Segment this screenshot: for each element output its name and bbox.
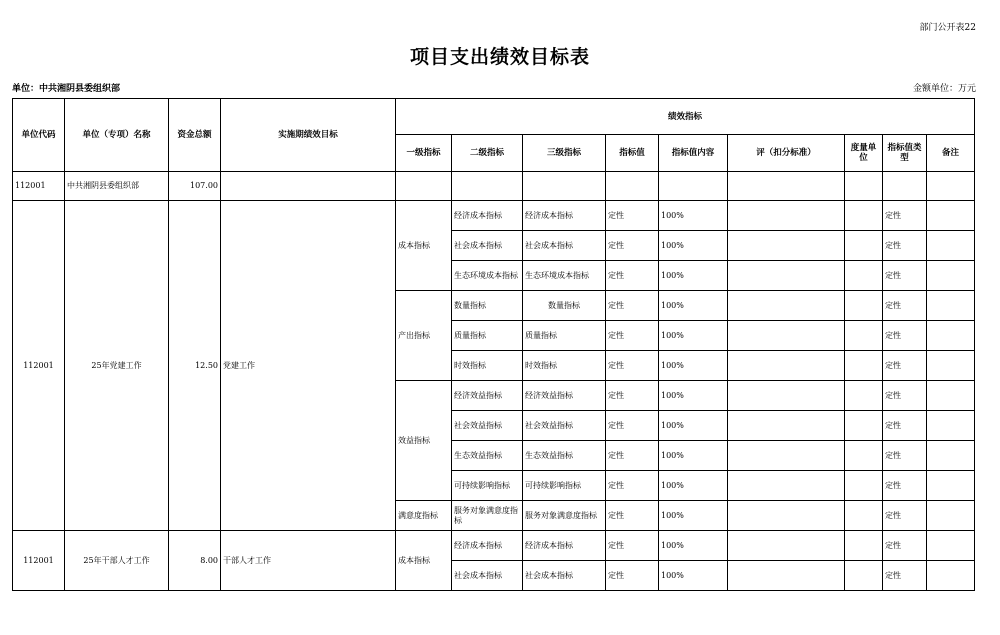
level1-indicator: 成本指标: [396, 531, 452, 591]
level3-indicator: 时效指标: [523, 351, 606, 381]
measure-unit: [845, 471, 883, 501]
level3-indicator: 经济效益指标: [523, 381, 606, 411]
indicator-type: 定性: [883, 261, 927, 291]
level3-indicator: 服务对象满意度指标: [523, 501, 606, 531]
table-number-label: 部门公开表22: [919, 23, 976, 33]
level3-indicator: 可持续影响指标: [523, 471, 606, 501]
remark: [927, 471, 975, 501]
level3-indicator: 生态效益指标: [523, 441, 606, 471]
level2-indicator: 社会成本指标: [452, 231, 523, 261]
level2-indicator: 社会效益指标: [452, 411, 523, 441]
indicator-value: 定性: [606, 201, 659, 231]
org-name: 中共湘阴县委组织部: [65, 172, 169, 201]
org-row: [13, 172, 975, 201]
header-level2: 二级指标: [452, 135, 523, 172]
indicator-value: 定性: [606, 321, 659, 351]
remark: [927, 201, 975, 231]
indicator-type: 定性: [883, 441, 927, 471]
measure-unit: [845, 381, 883, 411]
indicator-value: 定性: [606, 531, 659, 561]
remark: [927, 411, 975, 441]
score-standard: [728, 261, 845, 291]
indicator-content: 100%: [659, 231, 728, 261]
measure-unit: [845, 261, 883, 291]
indicator-type: 定性: [883, 321, 927, 351]
measure-unit: [845, 441, 883, 471]
measure-unit: [845, 231, 883, 261]
score-standard: [728, 231, 845, 261]
indicator-content: 100%: [659, 381, 728, 411]
score-standard: [728, 201, 845, 231]
org-total: 107.00: [169, 172, 221, 201]
score-standard: [728, 441, 845, 471]
header-value: 指标值: [606, 135, 659, 172]
remark: [927, 441, 975, 471]
header-performance: 绩效指标: [396, 99, 975, 135]
score-standard: [728, 381, 845, 411]
indicator-content: 100%: [659, 501, 728, 531]
indicator-type: 定性: [883, 201, 927, 231]
remark: [927, 261, 975, 291]
header-name: 单位（专项）名称: [65, 99, 169, 172]
indicator-value: 定性: [606, 381, 659, 411]
indicator-value: 定性: [606, 471, 659, 501]
level1-indicator: 产出指标: [396, 291, 452, 381]
indicator-content: 100%: [659, 441, 728, 471]
header-note: 备注: [927, 135, 975, 172]
page-title: 项目支出绩效目标表: [409, 46, 590, 68]
unit-label: 单位：中共湘阴县委组织部: [12, 84, 121, 94]
measure-unit: [845, 321, 883, 351]
score-standard: [728, 411, 845, 441]
measure-unit: [845, 561, 883, 591]
table-row: [13, 201, 975, 231]
level3-indicator: 社会成本指标: [523, 231, 606, 261]
indicator-value: 定性: [606, 261, 659, 291]
score-standard: [728, 351, 845, 381]
indicator-type: 定性: [883, 561, 927, 591]
remark: [927, 531, 975, 561]
measure-unit: [845, 291, 883, 321]
level3-indicator: 经济成本指标: [523, 531, 606, 561]
remark: [927, 561, 975, 591]
level2-indicator: 经济效益指标: [452, 381, 523, 411]
level3-indicator: 质量指标: [523, 321, 606, 351]
level2-indicator: 社会成本指标: [452, 561, 523, 591]
indicator-content: 100%: [659, 561, 728, 591]
project-goal: 党建工作: [221, 201, 396, 531]
measure-unit: [845, 411, 883, 441]
measure-unit: [845, 531, 883, 561]
header-score: 评（扣分标准）: [728, 135, 845, 172]
indicator-type: 定性: [883, 231, 927, 261]
indicator-value: 定性: [606, 501, 659, 531]
measure-unit: [845, 501, 883, 531]
header-code: 单位代码: [13, 99, 65, 172]
remark: [927, 501, 975, 531]
level3-indicator: 数量指标: [523, 291, 606, 321]
project-code: 112001: [13, 201, 65, 531]
indicator-content: 100%: [659, 351, 728, 381]
header-level1: 一级指标: [396, 135, 452, 172]
remark: [927, 351, 975, 381]
score-standard: [728, 321, 845, 351]
org-code: 112001: [13, 172, 65, 201]
indicator-type: 定性: [883, 531, 927, 561]
score-standard: [728, 291, 845, 321]
level2-indicator: 数量指标: [452, 291, 523, 321]
level1-indicator: 效益指标: [396, 381, 452, 501]
project-name: 25年党建工作: [65, 201, 169, 531]
level1-indicator: 满意度指标: [396, 501, 452, 531]
indicator-type: 定性: [883, 381, 927, 411]
indicator-content: 100%: [659, 321, 728, 351]
measure-unit: [845, 201, 883, 231]
level2-indicator: 生态效益指标: [452, 441, 523, 471]
indicator-value: 定性: [606, 561, 659, 591]
level3-indicator: 生态环境成本指标: [523, 261, 606, 291]
indicator-value: 定性: [606, 291, 659, 321]
indicator-type: 定性: [883, 351, 927, 381]
level2-indicator: 经济成本指标: [452, 201, 523, 231]
level2-indicator: 可持续影响指标: [452, 471, 523, 501]
header-type: 指标值类型: [883, 135, 927, 172]
indicator-content: 100%: [659, 201, 728, 231]
header-goal: 实施期绩效目标: [221, 99, 396, 172]
remark: [927, 321, 975, 351]
remark: [927, 291, 975, 321]
indicator-type: 定性: [883, 291, 927, 321]
level1-indicator: 成本指标: [396, 201, 452, 291]
indicator-value: 定性: [606, 351, 659, 381]
score-standard: [728, 501, 845, 531]
indicator-value: 定性: [606, 411, 659, 441]
indicator-type: 定性: [883, 411, 927, 441]
indicator-content: 100%: [659, 531, 728, 561]
level2-indicator: 经济成本指标: [452, 531, 523, 561]
project-name: 25年干部人才工作: [65, 531, 169, 591]
indicator-value: 定性: [606, 231, 659, 261]
header-total: 资金总额: [169, 99, 221, 172]
indicator-value: 定性: [606, 441, 659, 471]
level3-indicator: 社会成本指标: [523, 561, 606, 591]
table-row: [13, 531, 975, 561]
remark: [927, 231, 975, 261]
level2-indicator: 服务对象满意度指标: [452, 501, 523, 531]
performance-table: [12, 98, 975, 591]
level3-indicator: 社会效益指标: [523, 411, 606, 441]
remark: [927, 381, 975, 411]
header-content: 指标值内容: [659, 135, 728, 172]
project-total: 12.50: [169, 201, 221, 531]
level2-indicator: 质量指标: [452, 321, 523, 351]
project-total: 8.00: [169, 531, 221, 591]
header-measure: 度量单位: [845, 135, 883, 172]
indicator-content: 100%: [659, 291, 728, 321]
header-level3: 三级指标: [523, 135, 606, 172]
indicator-content: 100%: [659, 411, 728, 441]
project-goal: 干部人才工作: [221, 531, 396, 591]
measure-unit: [845, 351, 883, 381]
level2-indicator: 时效指标: [452, 351, 523, 381]
score-standard: [728, 561, 845, 591]
project-code: 112001: [13, 531, 65, 591]
level3-indicator: 经济成本指标: [523, 201, 606, 231]
score-standard: [728, 471, 845, 501]
indicator-content: 100%: [659, 471, 728, 501]
money-unit-label: 金额单位：万元: [912, 84, 976, 94]
score-standard: [728, 531, 845, 561]
indicator-type: 定性: [883, 501, 927, 531]
indicator-type: 定性: [883, 471, 927, 501]
indicator-content: 100%: [659, 261, 728, 291]
level2-indicator: 生态环境成本指标: [452, 261, 523, 291]
